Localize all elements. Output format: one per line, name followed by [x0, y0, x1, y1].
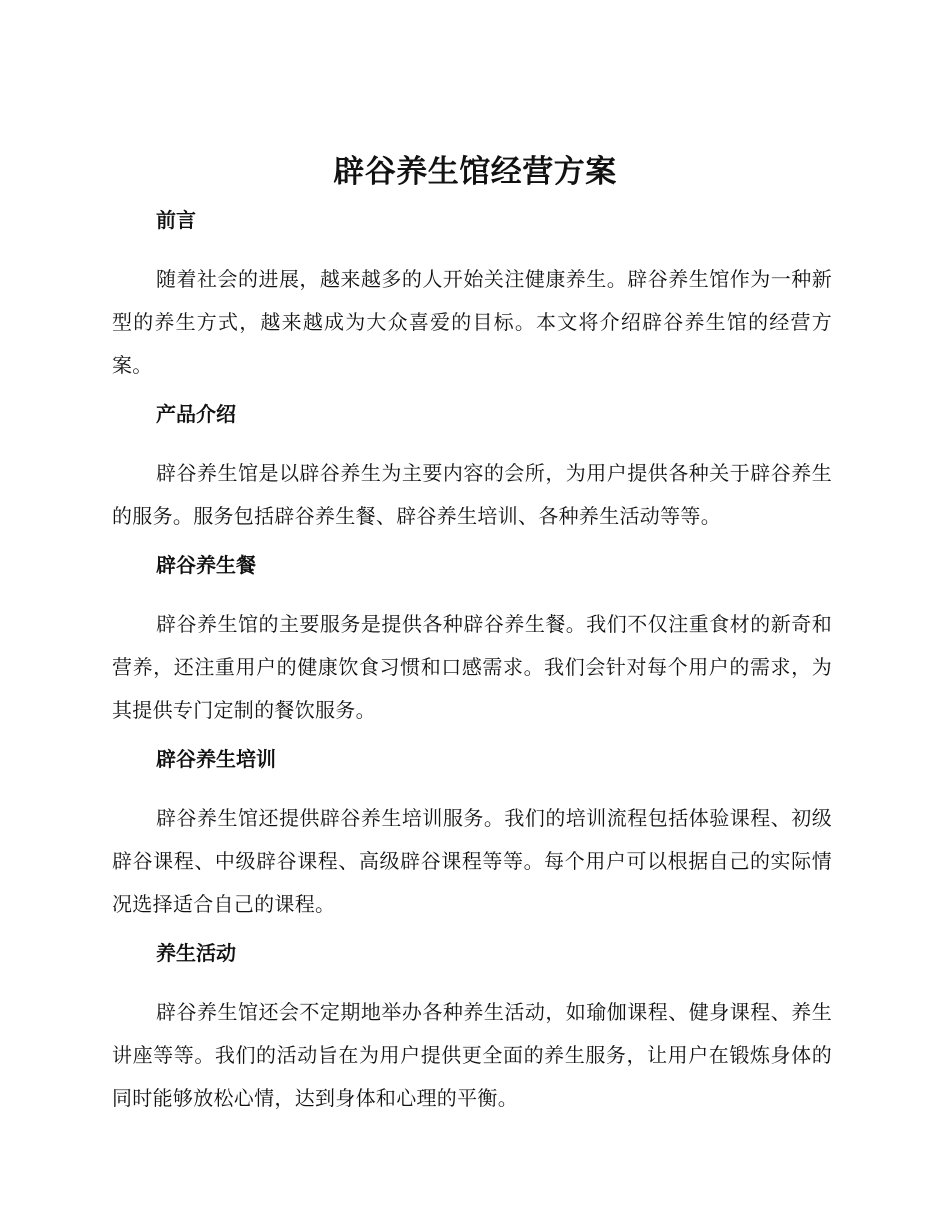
section-paragraph: 辟谷养生馆是以辟谷养生为主要内容的会所，为用户提供各种关于辟谷养生的服务。服务包括辟谷养生餐、辟谷养生培训、各种养生活动等等。 [112, 461, 832, 528]
section-activities [112, 938, 832, 1120]
section-paragraph: 辟谷养生馆的主要服务是提供各种辟谷养生餐。我们不仅注重食材的新奇和营养，还注重用户的健康饮食习惯和口感需求。我们会针对每个用户的需求，为其提供专门定制的餐饮服务。 [112, 612, 832, 722]
section-heading: 养生活动 [156, 941, 236, 965]
section-product-intro [112, 399, 832, 538]
section-heading: 辟谷养生餐 [156, 553, 256, 577]
section-heading: 辟谷养生培训 [156, 747, 276, 771]
document-title: 辟谷养生馆经营方案 [333, 154, 617, 190]
section-paragraph: 辟谷养生馆还提供辟谷养生培训服务。我们的培训流程包括体验课程、初级辟谷课程、中级辟谷课程、高级辟谷课程等等。每个用户可以根据自己的实际情况选择适合自己的课程。 [112, 806, 832, 916]
section-preface [112, 205, 832, 387]
section-paragraph: 随着社会的进展，越来越多的人开始关注健康养生。辟谷养生馆作为一种新型的养生方式，越来越成为大众喜爱的目标。本文将介绍辟谷养生馆的经营方案。 [112, 267, 832, 377]
section-heading: 产品介绍 [156, 402, 236, 426]
section-meals [112, 550, 832, 732]
section-heading: 前言 [156, 208, 196, 232]
section-training [112, 744, 832, 926]
section-paragraph: 辟谷养生馆还会不定期地举办各种养生活动，如瑜伽课程、健身课程、养生讲座等等。我们的活动旨在为用户提供更全面的养生服务，让用户在锻炼身体的同时能够放松心情，达到身体和心理的平衡。 [112, 1000, 832, 1110]
